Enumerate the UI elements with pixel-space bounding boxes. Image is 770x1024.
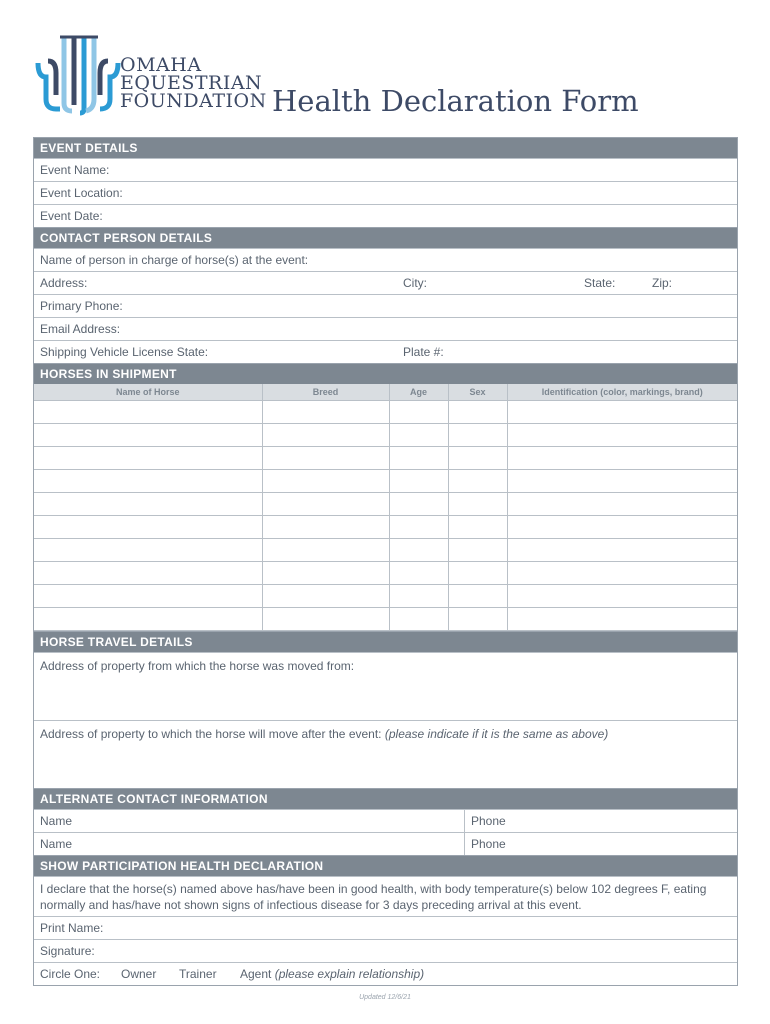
horse-cell[interactable] [262,608,389,631]
org-line-1: OMAHA [120,54,202,76]
vehicle-row[interactable] [34,340,737,363]
vehicle-state-label: Shipping Vehicle License State: [40,345,209,359]
alternate-phone-field[interactable] [465,810,506,832]
moved-from-label: Address of property from which the horse was moved from: [40,659,355,673]
horse-cell[interactable] [507,470,737,493]
horse-row [34,608,737,631]
moved-to-label: Address of property to which the horse will move after the event: [40,727,382,741]
horse-cell[interactable] [448,424,507,447]
zip-label: Zip: [652,276,673,290]
horse-cell[interactable] [448,401,507,424]
horse-cell[interactable] [34,447,262,470]
primary-phone-label: Primary Phone: [40,299,123,313]
horses-table [34,384,737,631]
person-in-charge-field[interactable] [34,248,737,271]
horse-cell[interactable] [262,562,389,585]
moved-to-note: (please indicate if it is the same as above) [384,727,609,741]
horse-cell[interactable] [34,608,262,631]
horse-cell[interactable] [507,493,737,516]
horse-cell[interactable] [34,585,262,608]
city-label: City: [403,276,427,290]
state-label: State: [584,276,616,290]
horse-row [34,562,737,585]
horse-cell[interactable] [507,539,737,562]
horse-cell[interactable] [262,447,389,470]
horse-cell[interactable] [507,608,737,631]
alternate-contact-row [34,832,737,855]
alternate-contact-heading: ALTERNATE CONTACT INFORMATION [34,788,737,809]
horse-cell[interactable] [262,424,389,447]
horses-header-row [34,384,737,401]
horse-cell[interactable] [507,562,737,585]
event-location-field[interactable] [34,181,737,204]
horse-cell[interactable] [448,585,507,608]
horse-cell[interactable] [389,424,448,447]
horse-row [34,424,737,447]
alternate-name-label: Name [40,837,73,851]
event-details-heading: EVENT DETAILS [34,137,737,158]
horse-row [34,516,737,539]
option-owner[interactable]: Owner [121,967,157,981]
alternate-name-field[interactable] [34,833,465,855]
horse-cell[interactable] [34,424,262,447]
horse-row [34,447,737,470]
option-agent[interactable] [240,963,424,985]
signature-field[interactable] [34,939,737,962]
horse-cell[interactable] [448,447,507,470]
declaration-statement: I declare that the horse(s) named above has/have been in good health, with body temperature(s) below 102 degrees F, eating normally and has/have not shown signs of infectious disease for 3 days preceding arrival at this event. [34,876,737,916]
person-in-charge-label: Name of person in charge of horse(s) at the event: [40,253,309,267]
horse-cell[interactable] [262,493,389,516]
alternate-name-label: Name [40,814,73,828]
horse-cell[interactable] [262,516,389,539]
option-trainer[interactable]: Trainer [179,967,217,981]
horse-cell[interactable] [34,516,262,539]
horse-cell[interactable] [448,608,507,631]
email-label: Email Address: [40,322,121,336]
horse-row [34,585,737,608]
moved-from-field[interactable] [34,652,737,720]
moved-to-field[interactable] [34,720,737,788]
alternate-phone-label: Phone [471,814,506,828]
option-agent-label: Agent [240,967,272,981]
horse-cell[interactable] [389,539,448,562]
alternate-phone-field[interactable] [465,833,506,855]
organization-name [120,56,267,110]
event-name-field[interactable] [34,158,737,181]
alternate-contact-row [34,809,737,832]
horses-heading: HORSES IN SHIPMENT [34,363,737,384]
alternate-name-field[interactable] [34,810,465,832]
event-location-label: Event Location: [40,186,123,200]
horse-cell[interactable] [34,539,262,562]
horse-cell[interactable] [262,539,389,562]
horse-cell[interactable] [34,493,262,516]
column-header: Identification (color, markings, brand) [507,384,737,401]
horse-cell[interactable] [507,585,737,608]
horse-row [34,401,737,424]
foundation-logo [34,33,124,117]
horse-cell[interactable] [507,424,737,447]
form-title: Health Declaration Form [272,84,639,118]
horse-cell[interactable] [389,401,448,424]
event-date-label: Event Date: [40,209,103,223]
horse-cell[interactable] [448,539,507,562]
horse-cell[interactable] [389,516,448,539]
signature-label: Signature: [40,944,95,958]
org-line-2: EQUESTRIAN [120,72,263,94]
horse-cell[interactable] [448,470,507,493]
horse-cell[interactable] [448,516,507,539]
horse-cell[interactable] [389,470,448,493]
horse-cell[interactable] [389,585,448,608]
column-header: Breed [262,384,389,401]
event-date-field[interactable] [34,204,737,227]
horse-cell[interactable] [34,470,262,493]
column-header: Age [389,384,448,401]
horse-cell[interactable] [34,562,262,585]
horse-cell[interactable] [448,493,507,516]
alternate-phone-label: Phone [471,837,506,851]
horse-cell[interactable] [389,608,448,631]
horse-cell[interactable] [507,516,737,539]
horse-row [34,539,737,562]
horse-cell[interactable] [262,401,389,424]
health-declaration-form [33,137,738,986]
horse-row [34,470,737,493]
address-label: Address: [40,276,88,290]
print-name-field[interactable] [34,916,737,939]
horse-cell[interactable] [389,493,448,516]
horse-cell[interactable] [262,470,389,493]
agent-note: (please explain relationship) [274,967,425,981]
declaration-heading: SHOW PARTICIPATION HEALTH DECLARATION [34,855,737,876]
horse-row [34,493,737,516]
column-header: Sex [448,384,507,401]
column-header: Name of Horse [34,384,262,401]
org-line-3: FOUNDATION [120,90,267,112]
horse-cell[interactable] [507,447,737,470]
updated-date: Updated 12/6/21 [359,994,411,1001]
horse-cell[interactable] [34,401,262,424]
event-name-label: Event Name: [40,163,110,177]
horse-cell[interactable] [507,401,737,424]
plate-label: Plate #: [403,345,444,359]
circle-one-label: Circle One: [40,967,101,981]
horse-cell[interactable] [448,562,507,585]
horse-cell[interactable] [389,447,448,470]
contact-person-heading: CONTACT PERSON DETAILS [34,227,737,248]
address-row[interactable] [34,271,737,294]
print-name-label: Print Name: [40,921,104,935]
horse-cell[interactable] [389,562,448,585]
horse-cell[interactable] [262,585,389,608]
primary-phone-field[interactable] [34,294,737,317]
travel-heading: HORSE TRAVEL DETAILS [34,631,737,652]
email-field[interactable] [34,317,737,340]
circle-one-row [34,962,737,985]
